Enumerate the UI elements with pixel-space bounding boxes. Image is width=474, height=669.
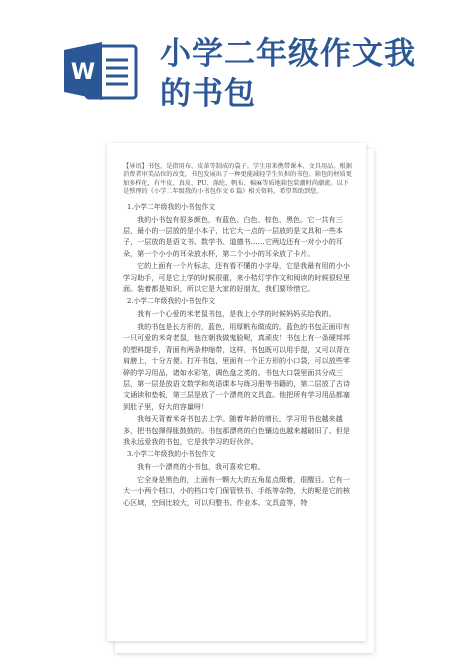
section-title-2: 2.小学二年级我的小书包作文: [127, 297, 216, 306]
svg-text:W: W: [70, 60, 96, 85]
title-line-1: 小学二年级作文我: [160, 36, 416, 72]
section-1-paragraph: 它的上面有一个片标志，还有看不懂的小字母，它是我最有用的小小学习助手，可是它上学的时候很重，来小桔灯学作文和阅读的时候很轻里面。装着都是知识，所以它是大家的好朋友，我们要珍惜它。: [123, 261, 350, 294]
page-title: [160, 34, 460, 114]
section-2-paragraph: 我有一个心爱的米老鼠书包，是我上小学的时候妈妈买给我的。: [137, 309, 336, 319]
section-3-paragraph: 它全身是黑色的，上面有一颗大大的五角星点缀着，很醒目。它有一大一小两个档口，小的档口专门保管铁书、手纸等杂物，大的呢是它的核心区域，空间比较大，可以归整书、作业本、文具盒等，特: [123, 474, 350, 507]
page-header: [0, 0, 474, 130]
section-title-1: 1.小学二年级我的小书包作文: [127, 202, 216, 211]
intro-paragraph: 【导语】书包，是指用布、皮革等制成的袋子。学生用来携带课本、文具用品。根据消费者审美品位的改变，书包发展出了一种更能减轻学生负担的书包。箱包的材质更加多样化，有牛皮、真皮、PU、涤纶、帆布、棉麻等质地箱包装潮时尚潮流。以下是整理的《小学二年级我的小书包作文 6 篇》相关资料，希望帮助到您。: [123, 163, 352, 196]
document-page: [107, 143, 366, 641]
section-2-paragraph: 我每天背着米奇书包去上学。随着年龄的增长，学习用书也越来越多，把书包撑得胀鼓鼓的。书包那漂亮的白色镶边也越来越破旧了。但是我永远爱我的书包，它是我学习的好伙伴。: [123, 414, 350, 446]
section-3-paragraph: 我有一个漂亮的小书包，我可喜欢它啦。: [137, 462, 265, 472]
section-2-paragraph: 我的书包是长方形的，蓝色，用厚帆布做成的。蓝色的书包正面印有一只可爱的米奇老鼠，他在朝我做鬼脸呢，真顽皮！书包上有一条硬邦邦的塑料提手，背面有两条伸缩带，这样，书包既可以用手提，又可以背在肩膀上，十分方便。打开书包，里面有一个正方形的小口袋，可以放些零碎的学习用品，诸如水彩笔，调色盘之类的。书包大口袋里面共分成三层，第一层是放语文数学和英语课本与练习册等书籍的，第二层放了古诗文诵读和垫板，第三层是放了一个漂亮的文具盒。他把所有学习用品都塞到肚子里，好大的容量呀！: [123, 321, 350, 411]
word-document-icon: [62, 40, 142, 102]
section-1-paragraph: 我的小书包有很多颜色，有蓝色、白色、棕色、黑色。它一共有三层，最小的一层放的是小本子，比它大一点的一层放的是文具和一些本子，一层放的是语文书、数学书、道德书……它两边还有一对小小的耳朵，第一个小小的耳朵放水杯，第二个小小的耳朵放了卡片。: [123, 214, 343, 258]
title-line-2: 的书包: [160, 76, 256, 112]
section-title-3: 3.小学二年级我的小书包作文: [127, 450, 216, 459]
document-preview: [107, 143, 374, 653]
